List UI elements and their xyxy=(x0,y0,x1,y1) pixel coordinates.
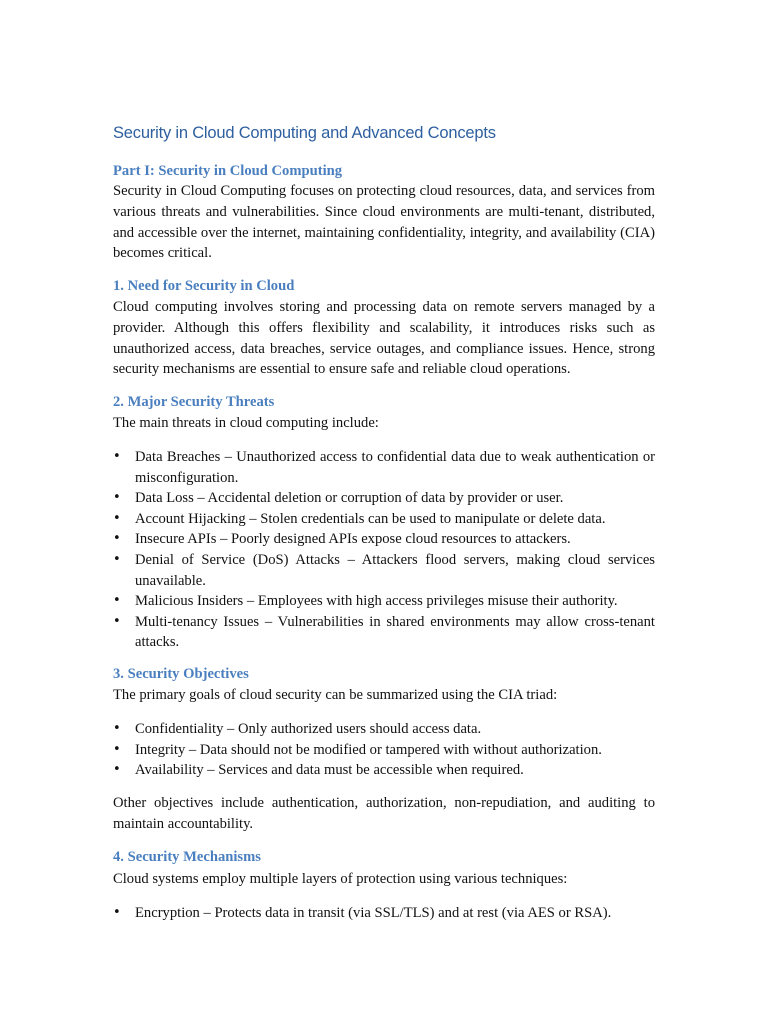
list-item: • Data Loss – Accidental deletion or corruption of data by provider or user. xyxy=(113,488,655,509)
section-intro-objectives: The primary goals of cloud security can be summarized using the CIA triad: xyxy=(113,687,558,703)
bullet-icon: • xyxy=(113,551,121,567)
list-item: • Insecure APIs – Poorly designed APIs expose cloud resources to attackers. xyxy=(113,529,655,550)
bullet-icon: • xyxy=(113,613,121,629)
section-outro-objectives: Other objectives include authentication, authorization, non-repudiation, and auditing to maintain accountability. xyxy=(113,795,655,832)
section-intro-threats: The main threats in cloud computing include: xyxy=(113,415,379,431)
bullet-icon: • xyxy=(113,593,121,609)
section-heading-need: 1. Need for Security in Cloud xyxy=(113,278,295,294)
document-title: Security in Cloud Computing and Advanced Concepts xyxy=(113,124,496,142)
list-item: • Data Breaches – Unauthorized access to confidential data due to weak authentication or misconfiguration. xyxy=(113,449,655,486)
mechanisms-list xyxy=(113,903,655,924)
list-item: • Malicious Insiders – Employees with high access privileges misuse their authority. xyxy=(113,591,655,612)
list-item: • Multi-tenancy Issues – Vulnerabilities in shared environments may allow cross-tenant attacks. xyxy=(113,613,655,651)
bullet-icon: • xyxy=(113,449,121,464)
bullet-icon: • xyxy=(113,490,121,506)
part-heading: Part I: Security in Cloud Computing xyxy=(113,163,343,179)
threats-list xyxy=(113,447,655,653)
section-heading-threats: 2. Major Security Threats xyxy=(113,394,275,410)
bullet-icon: • xyxy=(113,905,121,920)
list-item: • Denial of Service (DoS) Attacks – Attackers flood servers, making cloud services unavailable. xyxy=(113,551,655,589)
list-item: • Availability – Services and data must be accessible when required. xyxy=(113,760,655,781)
list-item: • Integrity – Data should not be modified or tampered with without authorization. xyxy=(113,740,655,761)
bullet-icon: • xyxy=(113,510,121,526)
section-heading-mechanisms: 4. Security Mechanisms xyxy=(113,849,261,865)
bullet-icon: • xyxy=(113,762,121,778)
section-intro-mechanisms: Cloud systems employ multiple layers of protection using various techniques: xyxy=(113,871,568,887)
bullet-icon: • xyxy=(113,741,121,757)
objectives-list xyxy=(113,719,655,781)
bullet-icon: • xyxy=(113,721,121,736)
list-item: • Confidentiality – Only authorized users should access data. xyxy=(113,719,655,740)
list-item: • Encryption – Protects data in transit (via SSL/TLS) and at rest (via AES or RSA). xyxy=(113,903,655,924)
section-heading-objectives: 3. Security Objectives xyxy=(113,666,249,682)
list-item: • Account Hijacking – Stolen credentials can be used to manipulate or delete data. xyxy=(113,509,655,530)
intro-paragraph: Security in Cloud Computing focuses on protecting cloud resources, data, and services from various threats and vulnerabilities. Since cloud environments are multi-tenant, distributed, and accessible over the internet, maintaining confidentiality, integrity, and availability (CIA) becomes critical. xyxy=(113,183,655,262)
section-body-need: Cloud computing involves storing and processing data on remote servers managed by a provider. Although this offers flexibility and scalability, it introduces risks such as unauthorized access, data breaches, service outages, and compliance issues. Hence, strong security mechanisms are essential to ensure safe and reliable cloud operations. xyxy=(113,299,655,378)
bullet-icon: • xyxy=(113,531,121,547)
